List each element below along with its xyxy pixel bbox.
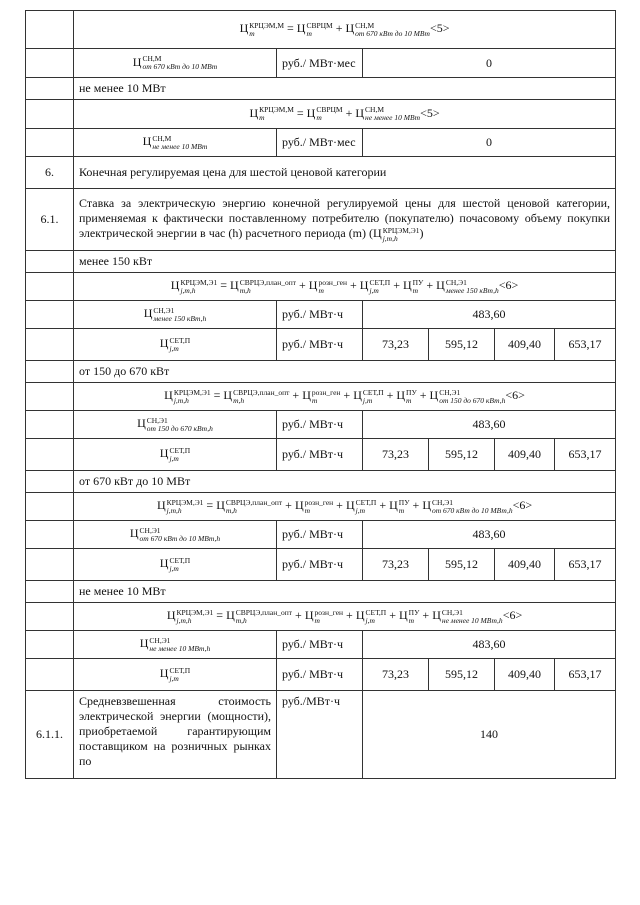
- value-cell: 73,23: [363, 549, 429, 581]
- table-row: [26, 49, 616, 78]
- table-row: [26, 691, 616, 779]
- value-cell: 483,60: [363, 301, 616, 329]
- param-label: Ц СЕТ,П j,m: [74, 439, 277, 471]
- table-row: [26, 329, 616, 361]
- value-cell: 653,17: [555, 329, 616, 361]
- unit-cell: руб./ МВт·ч: [277, 549, 363, 581]
- unit-cell: руб./ МВт·мес: [277, 129, 363, 157]
- empty-num-cell: [26, 521, 74, 549]
- value-cell: 0: [363, 49, 616, 78]
- empty-num-cell: [26, 329, 74, 361]
- value-cell: 73,23: [363, 439, 429, 471]
- table-row: [26, 411, 616, 439]
- value-cell: 653,17: [555, 659, 616, 691]
- section-number: 6.1.: [26, 189, 74, 251]
- table-row: [26, 129, 616, 157]
- section-description: Ставка за электрическую энергию конечной регулируемой цены для шестой ценовой категории, применяемая к фактически поставленному потребителю (покупателю) почасовому объему покупки электрической энергии в час (h) расчетного периода (m) (Ц КРЦЭМ,Э1 j,m,h ): [74, 189, 616, 251]
- unit-cell: руб./ МВт·мес: [277, 49, 363, 78]
- value-cell: 483,60: [363, 411, 616, 439]
- formula-energy: Ц КРЦЭМ,Э1 j,m,h = Ц СВРЦЭ,план_опт m,h + Ц розн_ген m + Ц СЕТ,П j,m + Ц ПУ m + Ц СН,Э1 не менее 10 МВт,h <6>: [74, 603, 616, 631]
- unit-cell: руб./ МВт·ч: [277, 411, 363, 439]
- empty-num-cell: [26, 631, 74, 659]
- param-label: Ц СН,Э1 от 670 кВт до 10 МВт,h: [74, 521, 277, 549]
- param-label: Ц СН,Э1 менее 150 кВт,h: [74, 301, 277, 329]
- formula-energy: Ц КРЦЭМ,Э1 j,m,h = Ц СВРЦЭ,план_опт m,h + Ц розн_ген m + Ц СЕТ,П j,m + Ц ПУ m + Ц СН,Э1 менее 150 кВт,h <6>: [74, 273, 616, 301]
- value-cell: 73,23: [363, 659, 429, 691]
- param-label: Ц СН,М не менее 10 МВт: [74, 129, 277, 157]
- formula-capacity-670-10: Ц КРЦЭМ,М m = Ц СВРЦМ m + Ц СН,М от 670 кВт до 10 МВт <5>: [74, 11, 616, 49]
- value-cell: 595,12: [429, 549, 495, 581]
- section-number: 6.: [26, 157, 74, 189]
- empty-num-cell: [26, 11, 74, 49]
- empty-num-cell: [26, 581, 74, 603]
- empty-num-cell: [26, 129, 74, 157]
- empty-num-cell: [26, 301, 74, 329]
- range-heading: не менее 10 МВт: [74, 581, 616, 603]
- value-cell: 0: [363, 129, 616, 157]
- table-row: [26, 11, 616, 49]
- value-cell: 595,12: [429, 329, 495, 361]
- formula-capacity-ge10: Ц КРЦЭМ,М m = Ц СВРЦМ m + Ц СН,М не менее 10 МВт <5>: [74, 100, 616, 129]
- value-cell: 595,12: [429, 659, 495, 691]
- range-heading: менее 150 кВт: [74, 251, 616, 273]
- param-label: Ц СЕТ,П j,m: [74, 329, 277, 361]
- empty-num-cell: [26, 439, 74, 471]
- value-cell: 73,23: [363, 329, 429, 361]
- table-row: [26, 521, 616, 549]
- unit-cell: руб./ МВт·ч: [277, 659, 363, 691]
- empty-num-cell: [26, 411, 74, 439]
- value-cell: 653,17: [555, 549, 616, 581]
- param-label: Ц СН,М от 670 кВт до 10 МВт: [74, 49, 277, 78]
- param-label: Ц СЕТ,П j,m: [74, 659, 277, 691]
- param-label: Ц СЕТ,П j,m: [74, 549, 277, 581]
- table-row: [26, 100, 616, 129]
- value-cell: 483,60: [363, 631, 616, 659]
- empty-num-cell: [26, 49, 74, 78]
- unit-cell: руб./ МВт·ч: [277, 329, 363, 361]
- value-cell: 653,17: [555, 439, 616, 471]
- unit-cell: руб./ МВт·ч: [277, 301, 363, 329]
- param-label: Ц СН,Э1 не менее 10 МВт,h: [74, 631, 277, 659]
- section-title: Конечная регулируемая цена для шестой ценовой категории: [74, 157, 616, 189]
- empty-num-cell: [26, 273, 74, 301]
- param-label: Ц СН,Э1 от 150 до 670 кВт,h: [74, 411, 277, 439]
- table-row: [26, 301, 616, 329]
- tariff-table: [25, 10, 616, 779]
- empty-num-cell: [26, 383, 74, 411]
- empty-num-cell: [26, 78, 74, 100]
- table-row: [26, 361, 616, 383]
- unit-cell: руб./ МВт·ч: [277, 631, 363, 659]
- table-row: [26, 659, 616, 691]
- table-row: [26, 189, 616, 251]
- table-row: [26, 603, 616, 631]
- value-cell: 409,40: [495, 439, 555, 471]
- value-cell: 409,40: [495, 659, 555, 691]
- table-row: [26, 471, 616, 493]
- table-row: [26, 78, 616, 100]
- section-number: 6.1.1.: [26, 691, 74, 779]
- formula-energy: Ц КРЦЭМ,Э1 j,m,h = Ц СВРЦЭ,план_опт m,h + Ц розн_ген m + Ц СЕТ,П j,m + Ц ПУ m + Ц СН,Э1 от 150 до 670 кВт,h <6>: [74, 383, 616, 411]
- range-heading: от 150 до 670 кВт: [74, 361, 616, 383]
- table-row: [26, 439, 616, 471]
- unit-cell: руб./ МВт·ч: [277, 439, 363, 471]
- table-row: [26, 493, 616, 521]
- value-cell: 483,60: [363, 521, 616, 549]
- empty-num-cell: [26, 659, 74, 691]
- empty-num-cell: [26, 361, 74, 383]
- section-description: Средневзвешенная стоимость электрической энергии (мощности), приобретаемой гарантирующим поставщиком на розничных рынках по: [74, 691, 277, 779]
- table-row: [26, 273, 616, 301]
- table-row: [26, 157, 616, 189]
- table-row: [26, 251, 616, 273]
- empty-num-cell: [26, 603, 74, 631]
- value-cell: 409,40: [495, 549, 555, 581]
- range-heading: от 670 кВт до 10 МВт: [74, 471, 616, 493]
- empty-num-cell: [26, 471, 74, 493]
- formula-energy: Ц КРЦЭМ,Э1 j,m,h = Ц СВРЦЭ,план_опт m,h + Ц розн_ген m + Ц СЕТ,П j,m + Ц ПУ m + Ц СН,Э1 от 670 кВт до 10 МВт,h <6>: [74, 493, 616, 521]
- empty-num-cell: [26, 493, 74, 521]
- value-cell: 409,40: [495, 329, 555, 361]
- empty-num-cell: [26, 549, 74, 581]
- value-cell: 595,12: [429, 439, 495, 471]
- unit-cell: руб./ МВт·ч: [277, 521, 363, 549]
- table-row: [26, 549, 616, 581]
- table-row: [26, 581, 616, 603]
- value-cell: 140: [363, 691, 616, 779]
- empty-num-cell: [26, 100, 74, 129]
- empty-num-cell: [26, 251, 74, 273]
- range-heading: не менее 10 МВт: [74, 78, 616, 100]
- unit-cell: руб./МВт·ч: [277, 691, 363, 779]
- table-row: [26, 383, 616, 411]
- table-row: [26, 631, 616, 659]
